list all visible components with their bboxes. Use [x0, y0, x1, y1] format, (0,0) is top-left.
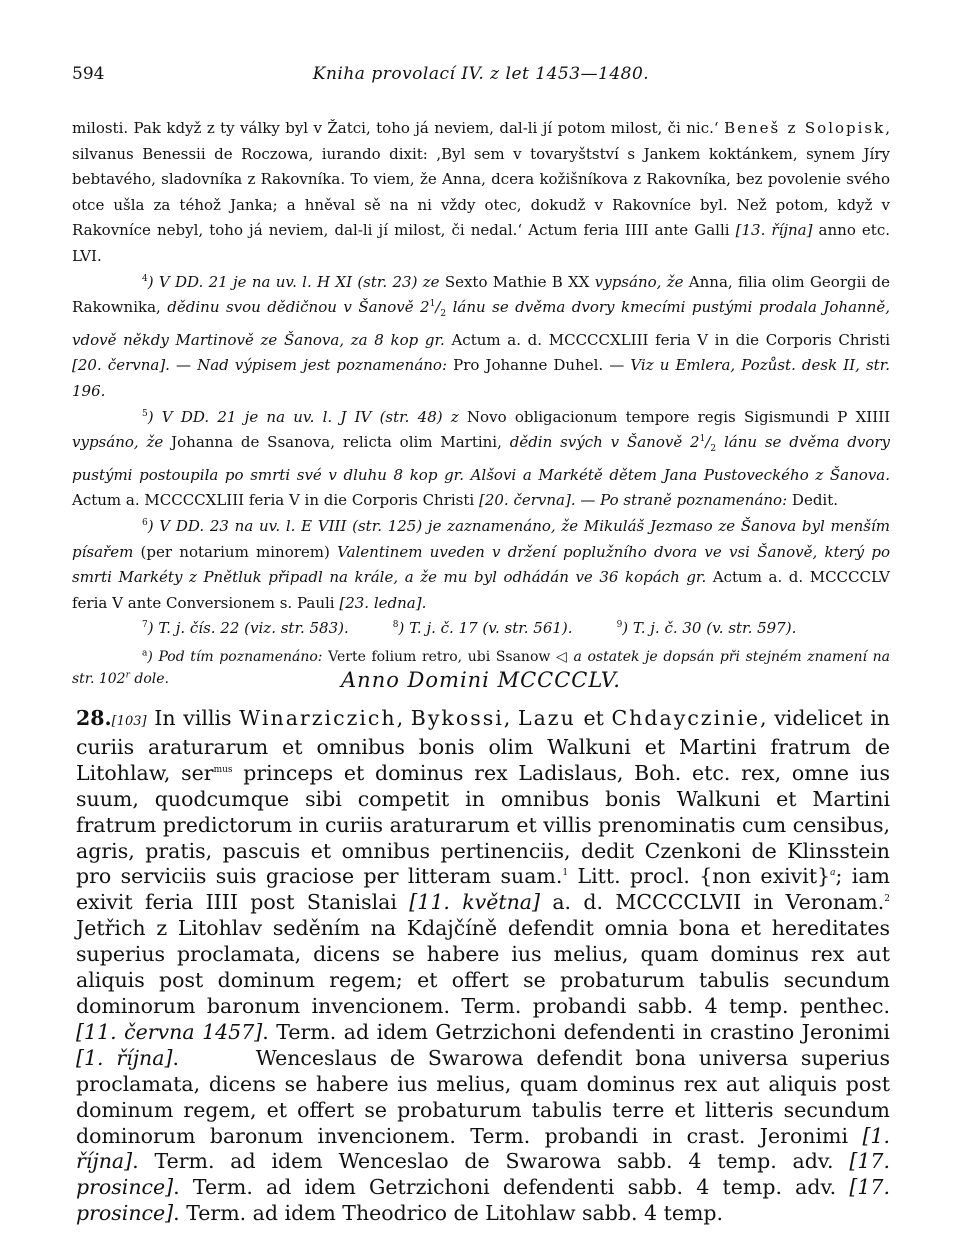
note-continuation: milosti. Pak když z ty války byl v Žatci, toho já neviem, dal-li jí potom milost, či nic.‘ Beneš z Solopisk, silvanus Benessii de Roczowa, iurando dixit: ‚Byl sem v tovaryštství s Jankem koktánkem, synem Jíry bebtavého, sladovníka z Rakovníka. To viem, že Anna, dcera kožišníkova z Rakovníka, bez povolenie svého otce ušla za téhož Janka; a hněval sě na ni vždy otec, dokudž v Rakovníce byl. Než potom, když v Rakovníce nebyl, toho já neviem, dal-li jí milost, či nedal.‘ Actum feria IIII ante Galli [13. října] anno etc. LVI. — [72, 119, 891, 265]
entry-28 — [76, 706, 930, 1227]
footnote-7: $^7$) T. j. čís. 22 (viz. str. 583). — [142, 619, 349, 638]
page-header — [72, 64, 890, 94]
entry-number: 28. — [76, 706, 112, 730]
footnote-5: $^5$) V DD. 21 je na uv. l. J IV (str. 48) z Novo obligacionum tempore regis Sigismundi P XIIII vypsáno, že Johanna de Ssanova, relicta olim Martini, dědin svých v Šanově $2^1/_2$ lánu se dvěma dvory pustými postoupila po smrti své v dluhu 8 kop gr. Alšovi a Markétě dětem Jana Pustoveckého z Šanova. Actum a. MCCCCXLIII feria V in die Corporis Christi [20. června]. — Po straně poznamenáno: Dedit. — [72, 407, 890, 510]
running-title: Kniha provolací IV. z let 1453—1480. — [312, 64, 650, 84]
footnote-6: $^6$) V DD. 23 na uv. l. E VIII (str. 125) je zaznamenáno, že Mikuláš Jezmaso ze Šanova byl menším písařem (per notarium minorem) Valentinem uveden v držení poplužního dvora ve vsi Šanově, který po smrti Markéty z Pnětluk připadl na krále, a že mu byl odhádán ve 36 kopách gr. Actum a. d. MCCCCLV feria V ante Conversionem s. Pauli [23. ledna]. — [72, 516, 890, 612]
footnote-9: $^9$) T. j. č. 30 (v. str. 597). — [616, 619, 797, 638]
footnote-a: $^a$) Pod tím poznamenáno: Verte folium retro, ubi Ssanow ◁ a ostatek je dopsán při stejném znamení na str. 102$^r$ dole. — [72, 648, 890, 687]
footnote-8: $^8$) T. j. č. 17 (v. str. 561). — [392, 619, 573, 638]
footnote-block — [72, 116, 890, 690]
footnote-4: $^4$) V DD. 21 je na uv. l. H XI (str. 23) ze Sexto Mathie B XX vypsáno, že Anna, filia olim Georgii de Rakownika, dědinu svou dědičnou v Šanově $2^1/_2$ lánu se dvěma dvory kmecími pustými prodala Johanně, vdově někdy Martinově ze Šanova, za 8 kop gr. Actum a. d. MCCCCXLIII feria V in die Corporis Christi [20. června]. — Nad výpisem jest poznamenáno: Pro Johanne Duhel. — Viz u Emlera, Pozůst. desk II, str. 196. — [72, 272, 890, 400]
entry-text: 28.[103] In villis Winarziczich, Bykossi, Lazu et Chdayczinie, videlicet in curiis araturarum et omnibus bonis olim Walkuni et Martini fratrum de Litohlaw, ser$^{mus}$ princeps et dominus rex Ladislaus, Boh. etc. rex, omne ius suum, quodcumque sibi competit in omnibus bonis Walkuni et Martini fratrum predictorum in curiis araturarum et villis prenominatis cum censibus, agris, pratis, pascuis et omnibus pertinenciis, dedit Czenkoni de Klinsstein pro serviciis suis graciose per litteram suam.$^1$ Litt. procl. {non exivit}$^a$; iam exivit feria IIII post Stanislai [11. května] a. d. MCCCCLVII in Veronam.$^2$ Jetřich z Litohlav seděním na Kdajčíně defendit omnia bona et hereditates superius proclamata, dicens se habere ius melius, quam dominus rex aut aliquis post dominum regem; et offert se probaturum tabulis secundum dominorum baronum invencionem. Term. probandi sabb. 4 temp. penthec. [11. června 1457]. Term. ad idem Getrzichoni defendenti in crastino Jeronimi [1. října]. Wenceslaus de Swarowa defendit bona universa superius proclamata, dicens se habere ius melius, quam dominus rex aut aliquis post dominum regem, et offert se probaturum tabulis terre et litteris secundum dominorum baronum invencionem. Term. probandi in crast. Jeronimi [1. října]. Term. ad idem Wenceslao de Swarowa sabb. 4 temp. adv. [17. prosince]. Term. ad idem Getrzichoni defendenti sabb. 4 temp. adv. [17. prosince]. Term. ad idem Theodrico de Litohlaw sabb. 4 temp. — [76, 706, 930, 1226]
footnote-refs-7-9 — [72, 616, 890, 642]
folio-ref: [103] — [111, 714, 147, 729]
page-number: 594 — [72, 64, 105, 84]
section-heading: Anno Domini MCCCCLV. — [341, 668, 621, 692]
